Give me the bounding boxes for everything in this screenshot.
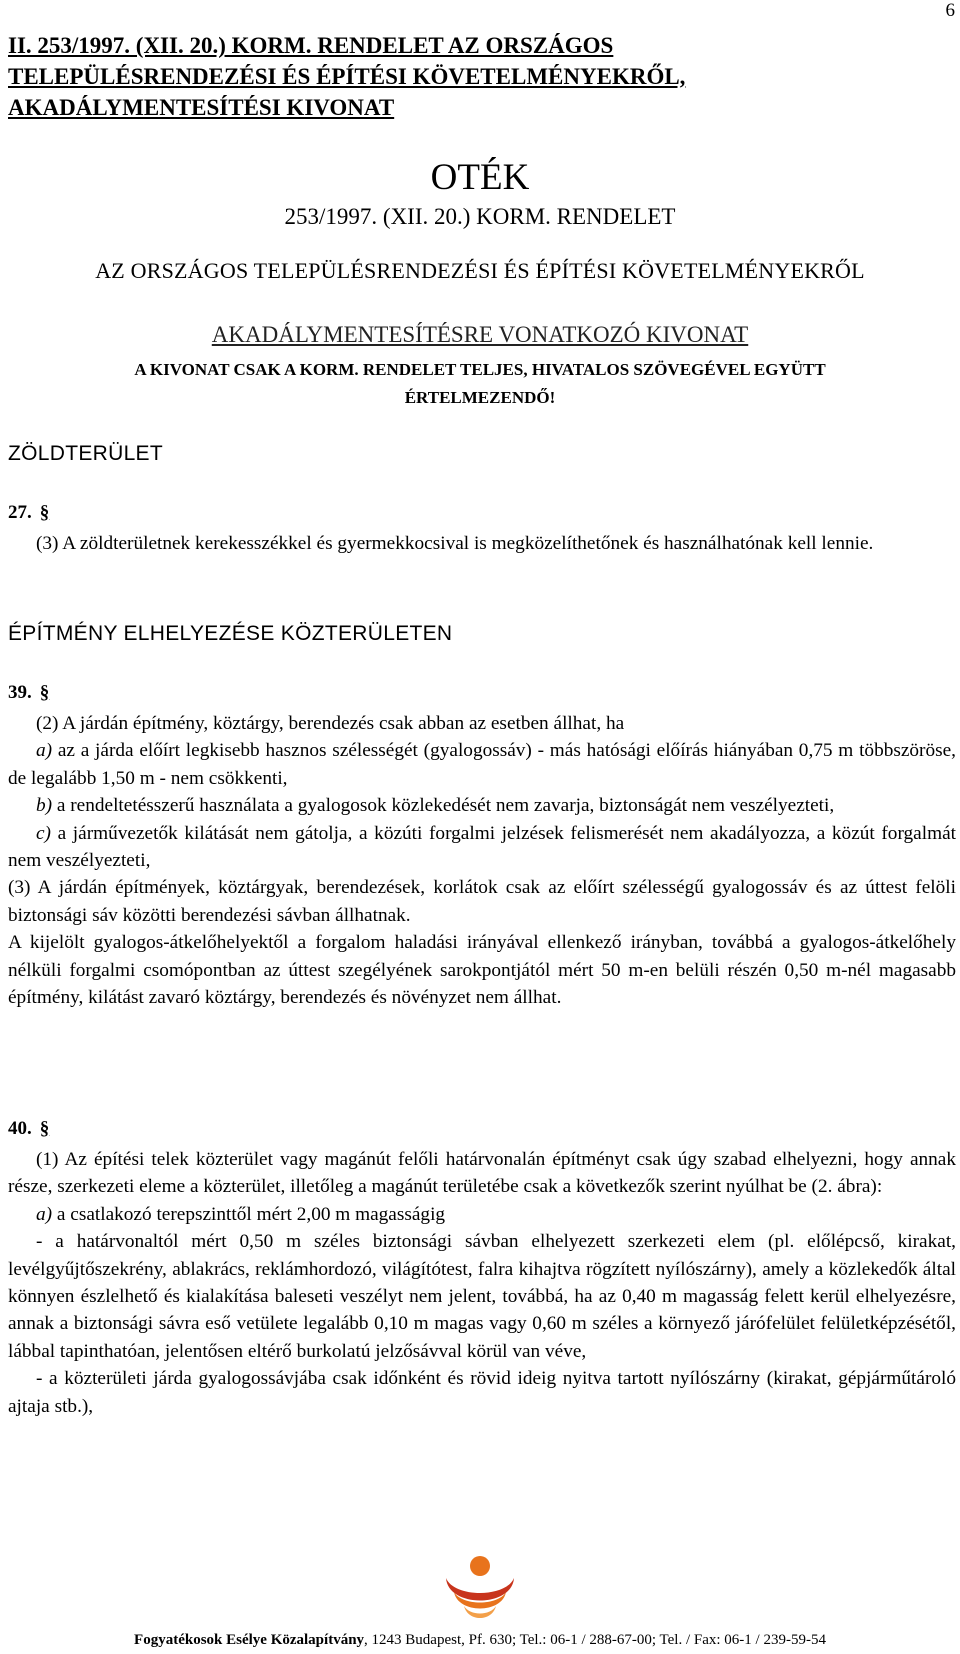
paragraph-27-3: (3) A zöldterületnek kerekesszékkel és gyermekkocsival is megközelíthetőnek és használhatónak kell lennie.	[36, 533, 874, 554]
item-label: c)	[36, 822, 51, 844]
paragraph-number: 40.	[8, 1118, 32, 1139]
footer-org: Fogyatékosok Esélye Közalapítvány	[134, 1632, 365, 1648]
dash-item-1: - a határvonaltól mért 0,50 m széles biztonsági sávban elhelyezett szerkezeti elem (pl. előlépcső, kirakat, levélgyűjtőszekrény, ablakrács, reklámhordozó, világítótest, falra kihajtva rögzített nyílószárny), amely a közlekedők által könnyen észlelhető és kialakítása baleseti veszélyt nem jelent, továbbá, ha az 0,40 m magasság felett kerül elhelyezésre, annak a biztonsági sávra eső vetülete legalább 0,10 m magas vagy 0,60 m széles a környező járófelület felületképzésétől, lábbal tapinthatóan, jelentősen eltérő burkolatú jelzősávval körül van véve,	[8, 1231, 956, 1362]
paragraph-39-2: (2) A járdán építmény, köztárgy, berendezés csak abban az esetben állhat, ha	[36, 713, 625, 734]
item-39-c	[8, 820, 956, 875]
page-number: 6	[945, 0, 955, 21]
title-subject: AZ ORSZÁGOS TELEPÜLÉSRENDEZÉSI ÉS ÉPÍTÉSI KÖVETELMÉNYEKRŐL	[95, 258, 865, 283]
paragraph-40-1: (1) Az építési telek közterület vagy magánút felőli határvonalán építményt csak úgy szabad elhelyezni, hogy annak része, szerkezeti eleme a közterület, illetőleg a magánút területébe csak a következők szerint nyúlhat be (2. ábra):	[8, 1149, 956, 1198]
paragraph-27-heading	[8, 502, 49, 524]
dash-item-2: - a közterületi járda gyalogossávjába csak időnként és rövid ideig nyitva tartott nyílószárny (kirakat, gépjárműtároló ajtaja stb.),	[8, 1368, 956, 1417]
title-notice	[0, 356, 960, 412]
item-label: a)	[36, 740, 53, 762]
notice-line-2: ÉRTELMEZENDŐ!	[404, 388, 556, 407]
document-header	[8, 30, 908, 123]
title-regulation: 253/1997. (XII. 20.) KORM. RENDELET	[284, 204, 676, 229]
paragraph-40-heading	[8, 1118, 49, 1140]
section-title-zoldterulet: ZÖLDTERÜLET	[8, 442, 163, 465]
section-title-epitmeny: ÉPÍTMÉNY ELHELYEZÉSE KÖZTERÜLETEN	[8, 622, 453, 645]
paragraph-39-body	[8, 710, 956, 1011]
paragraph-number: 39.	[8, 682, 32, 703]
footer-contact: , 1243 Budapest, Pf. 630; Tel.: 06-1 / 288-67-00; Tel. / Fax: 06-1 / 239-59-54	[364, 1632, 826, 1648]
footer	[0, 1632, 960, 1649]
item-text: a rendeltetésszerű használata a gyalogosok közlekedését nem zavarja, biztonságát nem veszélyezteti,	[52, 795, 835, 817]
paragraph-39-3-cont: A kijelölt gyalogos-átkelőhelyektől a forgalom haladási irányával ellenkező irányban, továbbá a gyalogos-átkelőhely nélküli forgalmi csomópontban az úttest szegélyének sarokpontjától mért 50 m-en belüli részén 0,50 m-nél magasabb építmény, kilátást zavaró köztárgy, berendezés és növényzet nem állhat.	[8, 932, 956, 1009]
header-line-2: TELEPÜLÉSRENDEZÉSI ÉS ÉPÍTÉSI KÖVETELMÉNYEKRŐL,	[8, 64, 686, 89]
item-text: az a járda előírt legkisebb hasznos szélességét (gyalogossáv) - más hatósági előírás hiányában 0,75 m többszöröse, de legalább 1,50 m - nem csökkenti,	[8, 740, 956, 789]
paragraph-number: 27.	[8, 502, 32, 523]
section-sign: §	[39, 682, 50, 703]
item-40-a	[8, 1201, 956, 1228]
header-line-1: II. 253/1997. (XII. 20.) KORM. RENDELET AZ ORSZÁGOS	[8, 33, 614, 58]
item-label: b)	[36, 795, 53, 817]
item-text: a csatlakozó terepszinttől mért 2,00 m magasságig	[52, 1203, 446, 1225]
section-sign: §	[39, 1118, 50, 1139]
item-39-b	[8, 792, 956, 819]
foundation-logo-icon	[440, 1548, 520, 1628]
section-sign: §	[39, 502, 50, 523]
paragraph-39-3: (3) A járdán építmények, köztárgyak, berendezések, korlátok csak az előírt szélességű gyalogossáv és az úttest felöli biztonsági sáv közötti berendezési sávban állhatnak.	[8, 877, 956, 926]
header-line-3: AKADÁLYMENTESÍTÉSI KIVONAT	[8, 95, 395, 120]
paragraph-27-body	[8, 530, 956, 557]
title-otek: OTÉK	[430, 157, 530, 198]
item-label: a)	[36, 1203, 53, 1225]
item-text: a járművezetők kilátását nem gátolja, a közúti forgalmi jelzések felismerését nem akadályozza, a közút forgalmát nem veszélyezteti,	[8, 822, 956, 872]
notice-line-1: A KIVONAT CSAK A KORM. RENDELET TELJES, HIVATALOS SZÖVEGÉVEL EGYÜTT	[134, 360, 826, 379]
paragraph-40-body	[8, 1146, 956, 1420]
paragraph-39-heading	[8, 682, 49, 704]
title-extract: AKADÁLYMENTESÍTÉSRE VONATKOZÓ KIVONAT	[211, 322, 749, 347]
item-39-a	[8, 737, 956, 792]
